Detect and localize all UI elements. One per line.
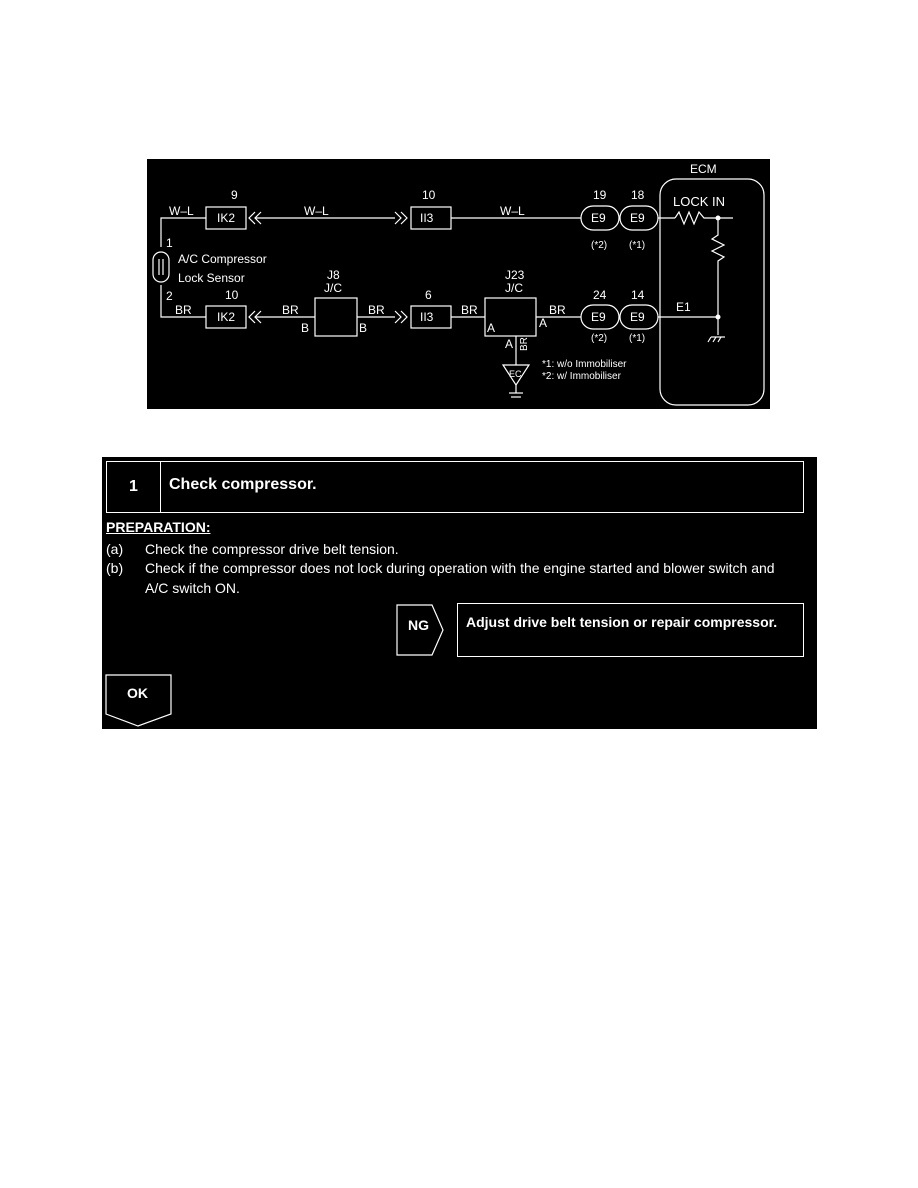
j23-term-a-left: A [487,321,496,335]
wire-br-4: BR [461,303,478,317]
step-title: Check compressor. [169,476,317,493]
j8-term-b-right: B [359,321,368,335]
j23-label: J23 [505,268,525,282]
wire-br-3: BR [368,303,385,317]
e9-top-left-label: E9 [591,211,606,225]
wire-br-vertical: BR [519,337,530,351]
prep-item-b-label: (b) [106,560,124,576]
sensor-pin-1: 1 [166,236,173,250]
prep-item-a-text: Check the compressor drive belt tension. [145,541,399,557]
ii3-top-label: II3 [420,211,434,225]
footnote-1: *1: w/o Immobiliser [542,359,627,370]
sensor-label-line2: Lock Sensor [178,271,245,285]
ii3-bottom-pin: 6 [425,288,432,302]
e9-pin-14: 14 [631,288,645,302]
sensor-label-line1: A/C Compressor [178,252,267,266]
e9-bottom-right-label: E9 [630,310,645,324]
j23-term-a-bottom: A [505,337,514,351]
note-star1-top: (*1) [629,240,646,251]
ok-label: OK [127,685,148,701]
wiring-diagram [147,159,770,409]
note-star2-top: (*2) [591,240,608,251]
j23-jc-label: J/C [505,281,523,295]
ii3-top-pin: 10 [422,188,436,202]
note-star1-bottom: (*1) [629,333,646,344]
wire-wl-mid: W–L [304,204,329,218]
step-header [106,461,804,513]
j8-term-b-left: B [301,321,310,335]
note-star2-bottom: (*2) [591,333,608,344]
e9-bottom-left-label: E9 [591,310,606,324]
ii3-bottom-label: II3 [420,310,434,324]
lock-in-label: LOCK IN [673,194,726,209]
wire-wl-right: W–L [500,204,525,218]
sensor-pin-2: 2 [166,289,173,303]
ng-action-text: Adjust drive belt tension or repair compressor. [466,614,778,630]
ok-branch [105,674,173,733]
ng-action-box [457,603,804,657]
wire-br-1: BR [175,303,192,317]
footnote-2: *2: w/ Immobiliser [542,371,621,382]
j8-jc-label: J/C [324,281,342,295]
e9-pin-18: 18 [631,188,645,202]
j23-term-a-right: A [539,316,548,330]
e1-label: E1 [676,300,691,314]
prep-item-a-label: (a) [106,541,124,557]
step-panel [102,457,817,729]
ik2-top-pin: 9 [231,188,238,202]
prep-item-b-text: Check if the compressor does not lock during operation with the engine started and blower switch and [145,560,775,576]
ground-ec-label: EC [509,369,522,379]
junction-j8 [315,298,357,336]
ng-branch [396,604,446,662]
preparation-heading: PREPARATION: [106,519,211,535]
prep-item-b-text2: A/C switch ON. [145,580,240,596]
j8-label: J8 [327,268,340,282]
wire-br-2: BR [282,303,299,317]
ecm-label: ECM [690,162,717,176]
ik2-top-label: IK2 [217,211,236,225]
e9-top-right-label: E9 [630,211,645,225]
wire-wl-left: W–L [169,204,194,218]
e9-pin-24: 24 [593,288,607,302]
ik2-bottom-label: IK2 [217,310,236,324]
ng-label: NG [408,617,429,633]
step-number: 1 [107,462,161,512]
wire-br-5: BR [549,303,566,317]
e9-pin-19: 19 [593,188,607,202]
ik2-bottom-pin: 10 [225,288,239,302]
